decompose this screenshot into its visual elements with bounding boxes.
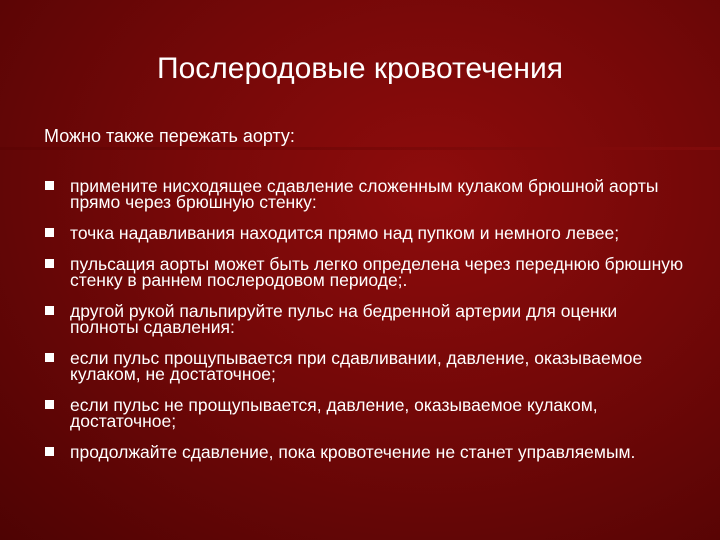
bullet-text: если пульс прощупывается при сдавливании, давление, оказываемое кулаком, не достаточное; [70,348,643,385]
bullet-text: если пульс не прощупывается, давление, оказываемое кулаком, достаточное; [70,395,598,432]
bullet-item [44,442,684,463]
bullet-item [44,350,684,383]
bullet-text: точка надавливания находится прямо над пупком и немного левее; [70,223,620,244]
slide-title [0,50,720,88]
bullet-text: другой рукой пальпируйте пульс на бедренной артерии для оценки полноты сдавления: [70,300,618,338]
bullet-item [44,223,684,244]
bullet-item [44,178,684,211]
bullet-list [44,178,684,475]
bullet-text: примените нисходящее сдавление сложенным кулаком брюшной аорты прямо через брюшную стенку: [70,176,659,213]
square-bullet-icon [45,181,54,190]
bullet-item [44,253,684,291]
square-bullet-icon [45,353,54,362]
title-divider [0,147,720,150]
square-bullet-icon [45,306,54,315]
bullet-item [44,397,684,430]
bullet-item [44,300,684,338]
square-bullet-icon [45,259,54,268]
square-bullet-icon [45,447,54,456]
bullet-text: продолжайте сдавление, пока кровотечение не станет управляемым. [70,442,636,463]
square-bullet-icon [45,400,54,409]
slide-subtitle: Можно также пережать аорту: [44,126,295,146]
bullet-text: пульсация аорты может быть легко определена через переднюю брюшную стенку в раннем послеродовом периоде;. [70,253,684,291]
slide-title-text: Послеродовые кровотечения [157,52,563,85]
square-bullet-icon [45,228,54,237]
